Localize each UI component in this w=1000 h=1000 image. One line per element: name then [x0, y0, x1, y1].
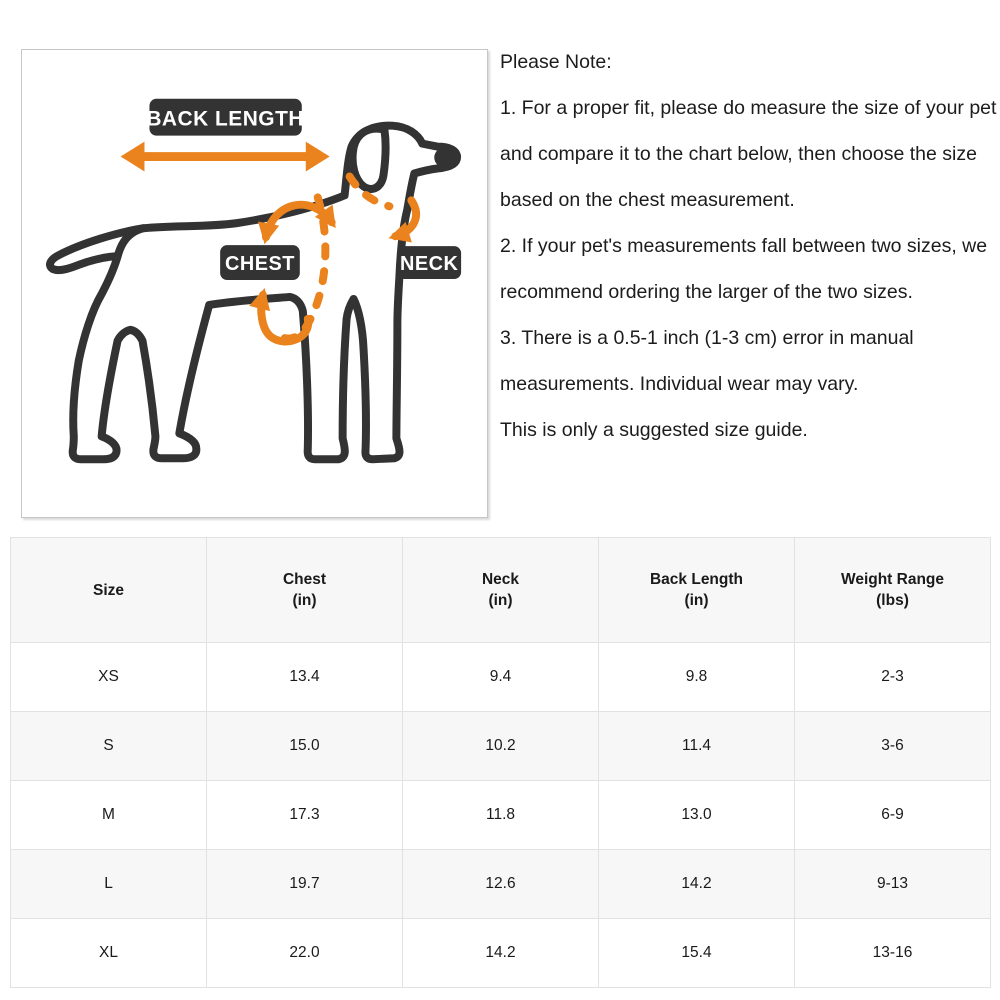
cell-chest: 15.0	[207, 712, 403, 781]
size-chart-body	[11, 643, 991, 988]
cell-neck: 10.2	[403, 712, 599, 781]
column-header-neck: Neck (in)	[403, 538, 599, 643]
column-header-back-length: Back Length (in)	[599, 538, 795, 643]
cell-size: XS	[11, 643, 207, 712]
chest-badge	[220, 245, 300, 280]
table-row-xs	[11, 643, 991, 712]
dog-ear	[353, 129, 386, 189]
note-item-1: 1. For a proper fit, please do measure the size of your pet and compare it to the chart below, then choose the size based on the chest measurement.	[500, 97, 997, 211]
table-row-s	[11, 712, 991, 781]
back-length-arrow	[121, 142, 330, 172]
note-item-2: 2. If your pet's measurements fall between two sizes, we recommend ordering the larger of the two sizes.	[500, 235, 988, 303]
cell-weight-range: 13-16	[795, 919, 991, 988]
cell-size: M	[11, 781, 207, 850]
dog-measurement-diagram	[21, 49, 488, 518]
table-row-xl	[11, 919, 991, 988]
cell-back-length: 13.0	[599, 781, 795, 850]
cell-back-length: 15.4	[599, 919, 795, 988]
cell-neck: 12.6	[403, 850, 599, 919]
cell-chest: 13.4	[207, 643, 403, 712]
cell-size: S	[11, 712, 207, 781]
notes-title: Please Note:	[500, 51, 612, 73]
cell-neck: 9.4	[403, 643, 599, 712]
back-length-badge-label: BACK LENGTH	[146, 107, 304, 131]
cell-size: XL	[11, 919, 207, 988]
cell-back-length: 14.2	[599, 850, 795, 919]
size-chart-table	[10, 537, 991, 988]
cell-weight-range: 2-3	[795, 643, 991, 712]
column-header-size: Size	[11, 538, 207, 643]
cell-chest: 22.0	[207, 919, 403, 988]
table-row-l	[11, 850, 991, 919]
dog-nose-icon	[434, 147, 460, 169]
dog-diagram-svg	[22, 50, 487, 517]
header-row	[11, 538, 991, 643]
column-header-weight-range: Weight Range (lbs)	[795, 538, 991, 643]
cell-size: L	[11, 850, 207, 919]
neck-badge-label: NECK	[400, 253, 459, 276]
cell-back-length: 11.4	[599, 712, 795, 781]
table-row-m	[11, 781, 991, 850]
note-item-4: This is only a suggested size guide.	[500, 419, 808, 441]
cell-chest: 19.7	[207, 850, 403, 919]
cell-chest: 17.3	[207, 781, 403, 850]
cell-back-length: 9.8	[599, 643, 795, 712]
cell-weight-range: 3-6	[795, 712, 991, 781]
note-item-3: 3. There is a 0.5-1 inch (1-3 cm) error in manual measurements. Individual wear may vary.	[500, 327, 914, 395]
cell-neck: 11.8	[403, 781, 599, 850]
size-chart-header	[11, 538, 991, 643]
neck-badge	[397, 246, 461, 279]
chest-badge-label: CHEST	[224, 253, 295, 276]
notes-section	[500, 39, 1000, 453]
column-header-chest: Chest (in)	[207, 538, 403, 643]
cell-neck: 14.2	[403, 919, 599, 988]
cell-weight-range: 6-9	[795, 781, 991, 850]
cell-weight-range: 9-13	[795, 850, 991, 919]
back-length-badge	[146, 99, 304, 136]
